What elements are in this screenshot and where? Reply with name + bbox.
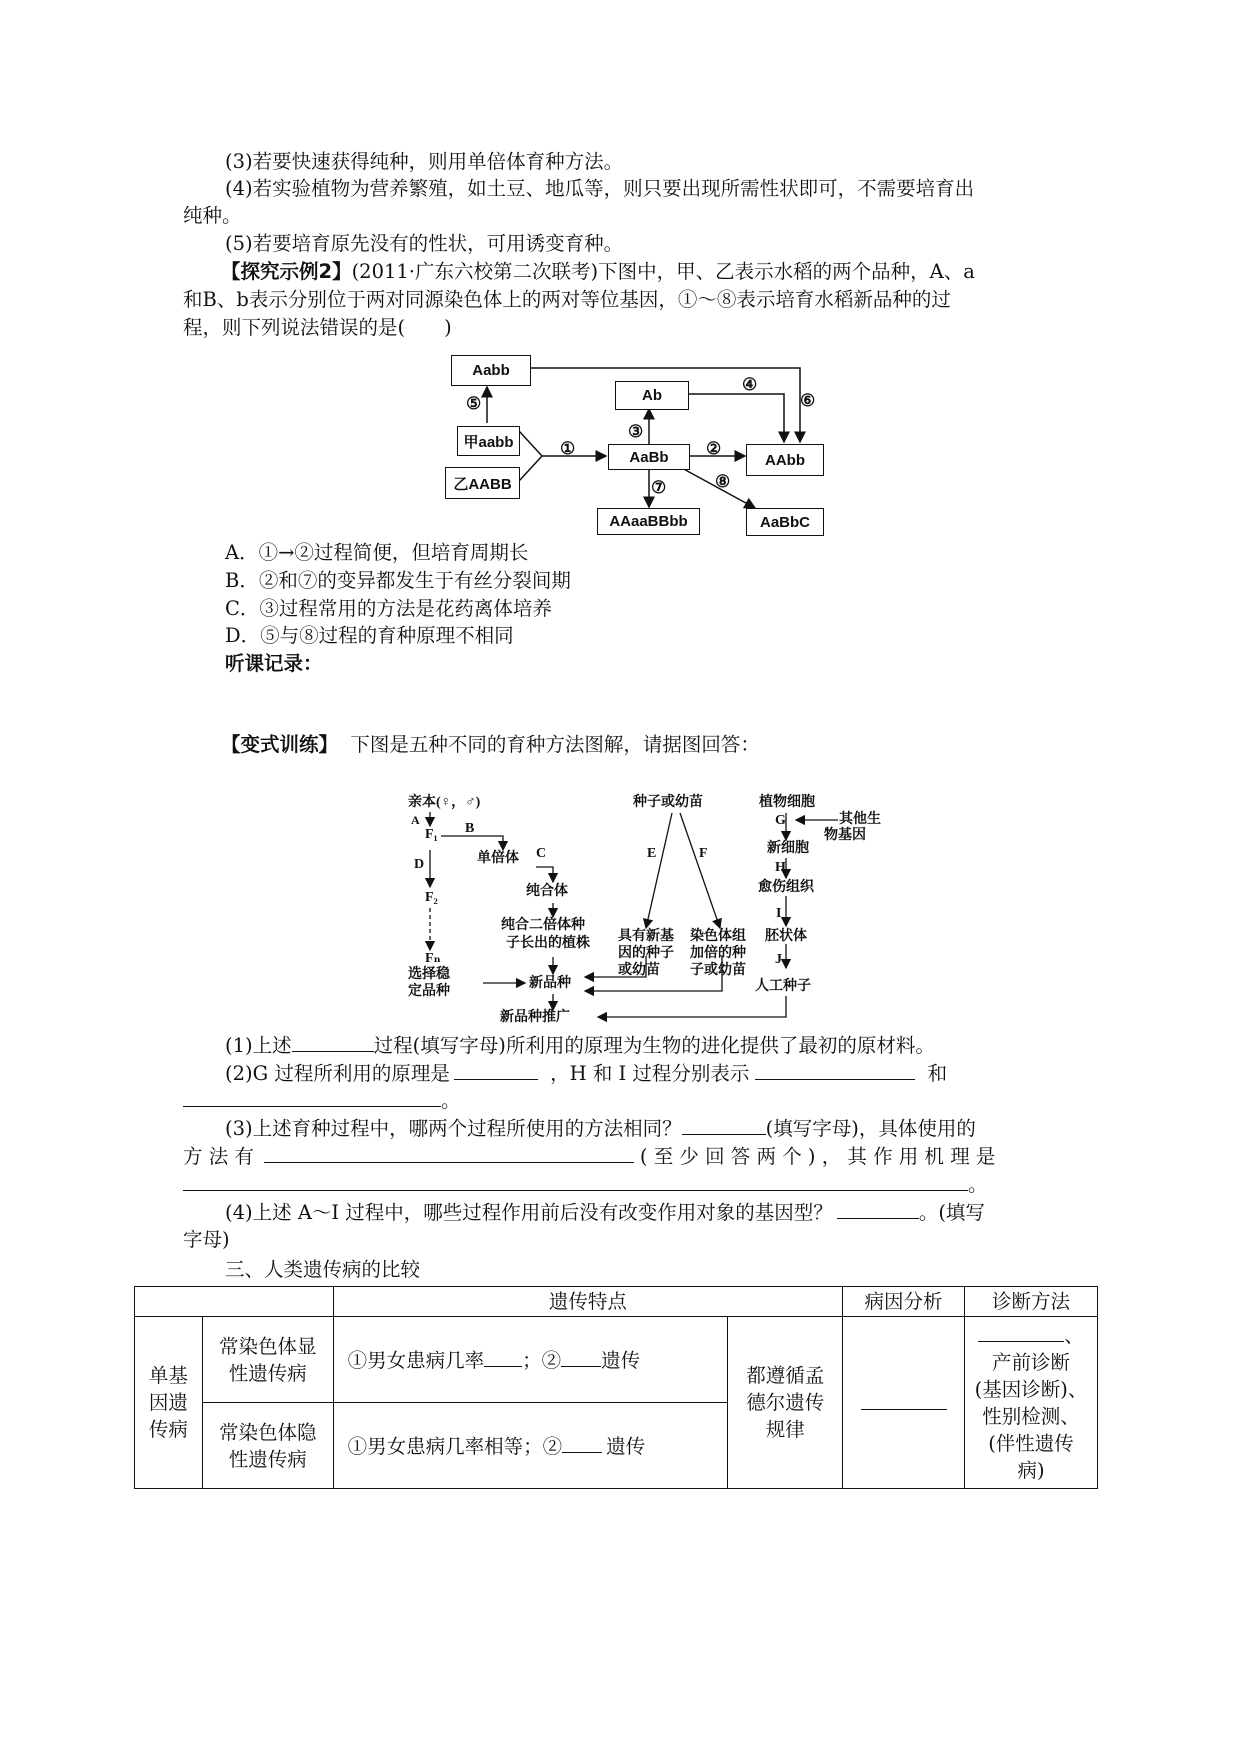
cause-blank[interactable] bbox=[861, 1389, 947, 1410]
q2-blank2[interactable] bbox=[755, 1059, 915, 1080]
d2-newgene3: 或幼苗 bbox=[618, 963, 660, 978]
r2-trait: ①男女患病几率相等；② 遗传 bbox=[333, 1403, 728, 1489]
d2-J: J bbox=[775, 952, 782, 967]
d2-artseed: 人工种子 bbox=[755, 979, 811, 994]
box-AAaaBBbb: AAaaBBbb bbox=[597, 508, 700, 535]
q1: (1)上述 过程(填写字母)所利用的原理为生物的进化提供了最初的原材料。 bbox=[225, 1031, 935, 1059]
q3-line3: 。 bbox=[183, 1170, 988, 1198]
d2-other1: 其他生 bbox=[839, 812, 881, 827]
d2-haploid: 单倍体 bbox=[477, 851, 519, 866]
variant-tag: 【变式训练】 bbox=[221, 733, 339, 756]
d2-sel2: 定品种 bbox=[408, 984, 450, 999]
box-yi-AABB: 乙AABB bbox=[445, 467, 520, 499]
para-3: (3)若要快速获得纯种，则用单倍体育种方法。 bbox=[225, 150, 624, 173]
d2-plantcell: 植物细胞 bbox=[759, 795, 815, 810]
d2-diploid1: 纯合二倍体种 bbox=[501, 918, 585, 933]
para-5: (5)若要培育原先没有的性状，可用诱变育种。 bbox=[225, 232, 624, 255]
d2-B: B bbox=[465, 821, 475, 836]
d2-sel1: 选择稳 bbox=[408, 967, 450, 982]
d2-callus: 愈伤组织 bbox=[758, 880, 814, 895]
d2-I: I bbox=[776, 906, 782, 921]
example2-line1: 【探究示例2】(2011·广东六校第二次联考)下图中，甲、乙表示水稻的两个品种，A、a bbox=[221, 260, 975, 283]
cause-cell bbox=[843, 1317, 965, 1489]
header-trait: 遗传特点 bbox=[333, 1287, 843, 1317]
diag-blank[interactable] bbox=[978, 1321, 1064, 1342]
d2-embryo: 胚状体 bbox=[765, 929, 807, 944]
r1-type: 常染色体显性遗传病 bbox=[202, 1317, 333, 1403]
d2-chrom2: 加倍的种 bbox=[690, 946, 746, 961]
d2-G: G bbox=[775, 813, 786, 828]
d2-newgene1: 具有新基 bbox=[618, 929, 674, 944]
q2-blank3[interactable] bbox=[183, 1086, 441, 1107]
q3-blank1[interactable] bbox=[682, 1114, 766, 1135]
box-jia-aabb: 甲aabb bbox=[457, 426, 520, 456]
r1-trait: ①男女患病几率 ；② 遗传 bbox=[333, 1317, 728, 1403]
q2-line1: (2)G 过程所利用的原理是 ，H 和 I 过程分别表示 和 bbox=[225, 1059, 947, 1087]
num-3: ③ bbox=[628, 422, 644, 441]
d2-F: F bbox=[699, 846, 708, 861]
box-AaBb: AaBb bbox=[608, 444, 690, 470]
q3-blank3[interactable] bbox=[183, 1170, 968, 1191]
option-a: A．①→②过程简便，但培育周期长 bbox=[225, 541, 529, 564]
r1-blank2[interactable] bbox=[561, 1346, 601, 1367]
d2-newcell: 新细胞 bbox=[767, 841, 809, 856]
r2-type: 常染色体隐性遗传病 bbox=[202, 1403, 333, 1489]
num-5: ⑤ bbox=[466, 394, 482, 413]
d2-newgene2: 因的种子 bbox=[618, 946, 674, 961]
d2-other2: 物基因 bbox=[824, 828, 866, 843]
para-4b: 纯种。 bbox=[183, 204, 242, 227]
num-6: ⑥ bbox=[800, 391, 816, 410]
group-label: 单基因遗传病 bbox=[135, 1317, 203, 1489]
option-d: D．⑤与⑧过程的育种原理不相同 bbox=[225, 624, 514, 647]
d2-F1: F₁ bbox=[425, 827, 438, 842]
q3-blank2[interactable] bbox=[264, 1142, 634, 1163]
d2-promo: 新品种推广 bbox=[500, 1010, 570, 1025]
d2-chrom3: 子或幼苗 bbox=[690, 963, 746, 978]
num-8: ⑧ bbox=[715, 472, 731, 491]
q4-blank[interactable] bbox=[837, 1198, 919, 1219]
option-c: C．③过程常用的方法是花药离体培养 bbox=[225, 597, 552, 620]
q2-line2: 。 bbox=[183, 1086, 461, 1114]
q2-blank1[interactable] bbox=[454, 1059, 538, 1080]
box-Aabb: Aabb bbox=[451, 355, 531, 386]
header-blank bbox=[135, 1287, 334, 1317]
d2-F2: F₂ bbox=[425, 890, 438, 905]
box-AAbb: AAbb bbox=[746, 444, 824, 476]
d2-A: A bbox=[411, 813, 420, 827]
q4-line2: 字母) bbox=[183, 1228, 230, 1251]
d2-parent: 亲本(♀，♂) bbox=[408, 795, 481, 810]
d2-seed: 种子或幼苗 bbox=[633, 795, 703, 810]
d2-H: H bbox=[775, 860, 786, 875]
box-AaBbC: AaBbC bbox=[746, 508, 824, 536]
num-7: ⑦ bbox=[651, 478, 667, 497]
num-1: ① bbox=[560, 439, 576, 458]
d2-Fn: Fₙ bbox=[425, 951, 441, 966]
section-3-title: 三、人类遗传病的比较 bbox=[225, 1258, 421, 1281]
q3-line1: (3)上述育种过程中，哪两个过程所使用的方法相同？ (填写字母)，具体使用的 bbox=[225, 1114, 976, 1142]
header-diag: 诊断方法 bbox=[965, 1287, 1098, 1317]
d2-pure: 纯合体 bbox=[526, 884, 568, 899]
r2-blank[interactable] bbox=[562, 1432, 602, 1453]
example2-tag: 【探究示例2】 bbox=[221, 260, 352, 283]
q3-line2: 方 法 有 ( 至 少 回 答 两 个 ) ， 其 作 用 机 理 是 bbox=[183, 1142, 995, 1170]
para-4a: (4)若实验植物为营养繁殖，如土豆、地瓜等，则只要出现所需性状即可，不需要培育出 bbox=[225, 177, 975, 200]
d2-D: D bbox=[414, 857, 425, 872]
header-cause: 病因分析 bbox=[843, 1287, 965, 1317]
d2-C: C bbox=[536, 846, 547, 861]
d2-chrom1: 染色体组 bbox=[690, 929, 746, 944]
option-b: B．②和⑦的变异都发生于有丝分裂间期 bbox=[225, 569, 571, 592]
r1-blank1[interactable] bbox=[484, 1346, 522, 1367]
diag-cell: 、 产前诊断 (基因诊断)、 性别检测、 (伴性遗传 病) bbox=[965, 1317, 1098, 1489]
example2-line3: 程，则下列说法错误的是( ) bbox=[183, 316, 452, 339]
law-cell: 都遵循孟德尔遗传规律 bbox=[728, 1317, 843, 1489]
example2-line2: 和B、b表示分别位于两对同源染色体上的两对等位基因，①～⑧表示培育水稻新品种的过 bbox=[183, 288, 951, 311]
d2-E: E bbox=[647, 846, 657, 861]
num-2: ② bbox=[706, 439, 722, 458]
num-4: ④ bbox=[742, 375, 758, 394]
disease-table bbox=[134, 1286, 1098, 1489]
q4-line1: (4)上述 A～I 过程中，哪些过程作用前后没有改变作用对象的基因型？ 。(填写 bbox=[225, 1198, 985, 1226]
d2-newvar: 新品种 bbox=[529, 976, 571, 991]
notes-label: 听课记录： bbox=[225, 652, 323, 675]
box-Ab: Ab bbox=[615, 381, 689, 410]
variant-line: 【变式训练】 下图是五种不同的育种方法图解，请据图回答： bbox=[221, 733, 760, 756]
q1-blank[interactable] bbox=[292, 1031, 374, 1052]
d2-diploid2: 子长出的植株 bbox=[506, 936, 590, 951]
